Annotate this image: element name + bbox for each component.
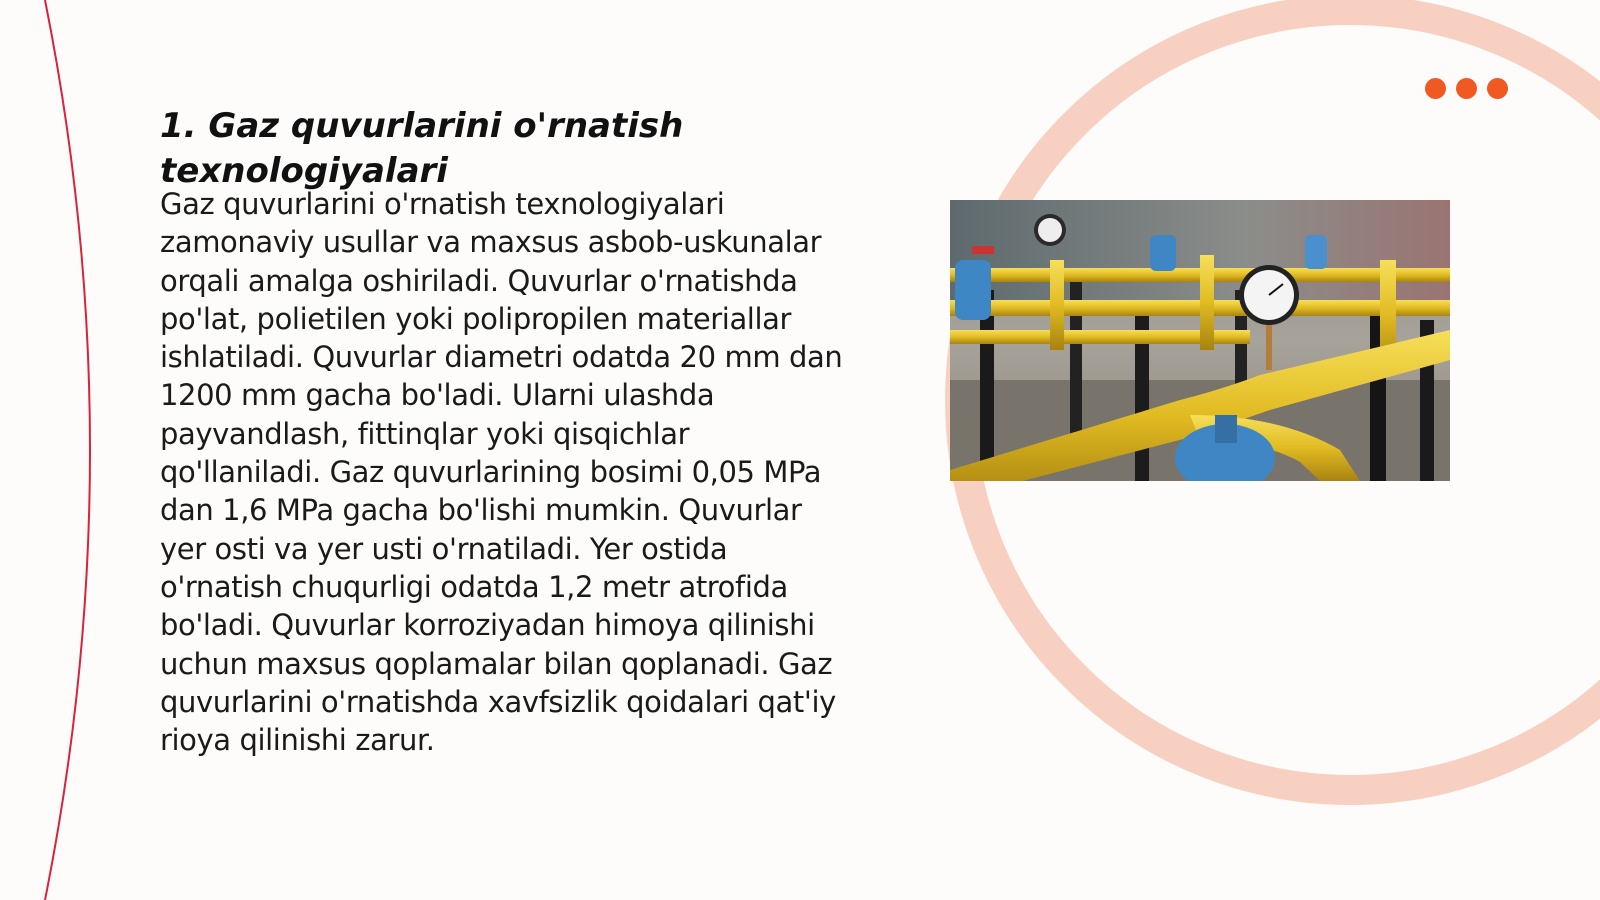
slide-body-text: Gaz quvurlarini o'rnatish texnologiyalari zamonaviy usullar va maxsus asbob-uskunalar orqali amalga oshiriladi. Quvurlar o'rnatishda po'lat, polietilen yoki polipropilen materiallar ishlatiladi. Quvurlar diametri odatda 20 mm dan 1200 mm gacha bo'ladi. Ularni ulashda payvandlash, fittinqlar yoki qisqichlar qo'llaniladi. Gaz quvurlarining bosimi 0,05 MPa dan 1,6 MPa gacha bo'lishi mumkin. Quvurlar yer osti va yer usti o'rnatiladi. Yer ostida o'rnatish chuqurligi odatda 1,2 metr atrofida bo'ladi. Quvurlar korroziyadan himoya qilinishi uchun maxsus qoplamalar bilan qoplanadi. Gaz quvurlarini o'rnatishda xavfsizlik qoidalari qat'iy rioya qilinishi zarur. xyxy=(160,187,843,758)
left-accent-line xyxy=(45,0,90,900)
pipeline-illustration xyxy=(950,200,1450,481)
dot xyxy=(1425,78,1446,99)
dot xyxy=(1487,78,1508,99)
dot xyxy=(1456,78,1477,99)
slide-title: 1. Gaz quvurlarini o'rnatish texnologiyalari xyxy=(160,106,684,191)
more-dots-icon xyxy=(1425,78,1508,99)
gas-pipeline-photo xyxy=(950,200,1450,481)
